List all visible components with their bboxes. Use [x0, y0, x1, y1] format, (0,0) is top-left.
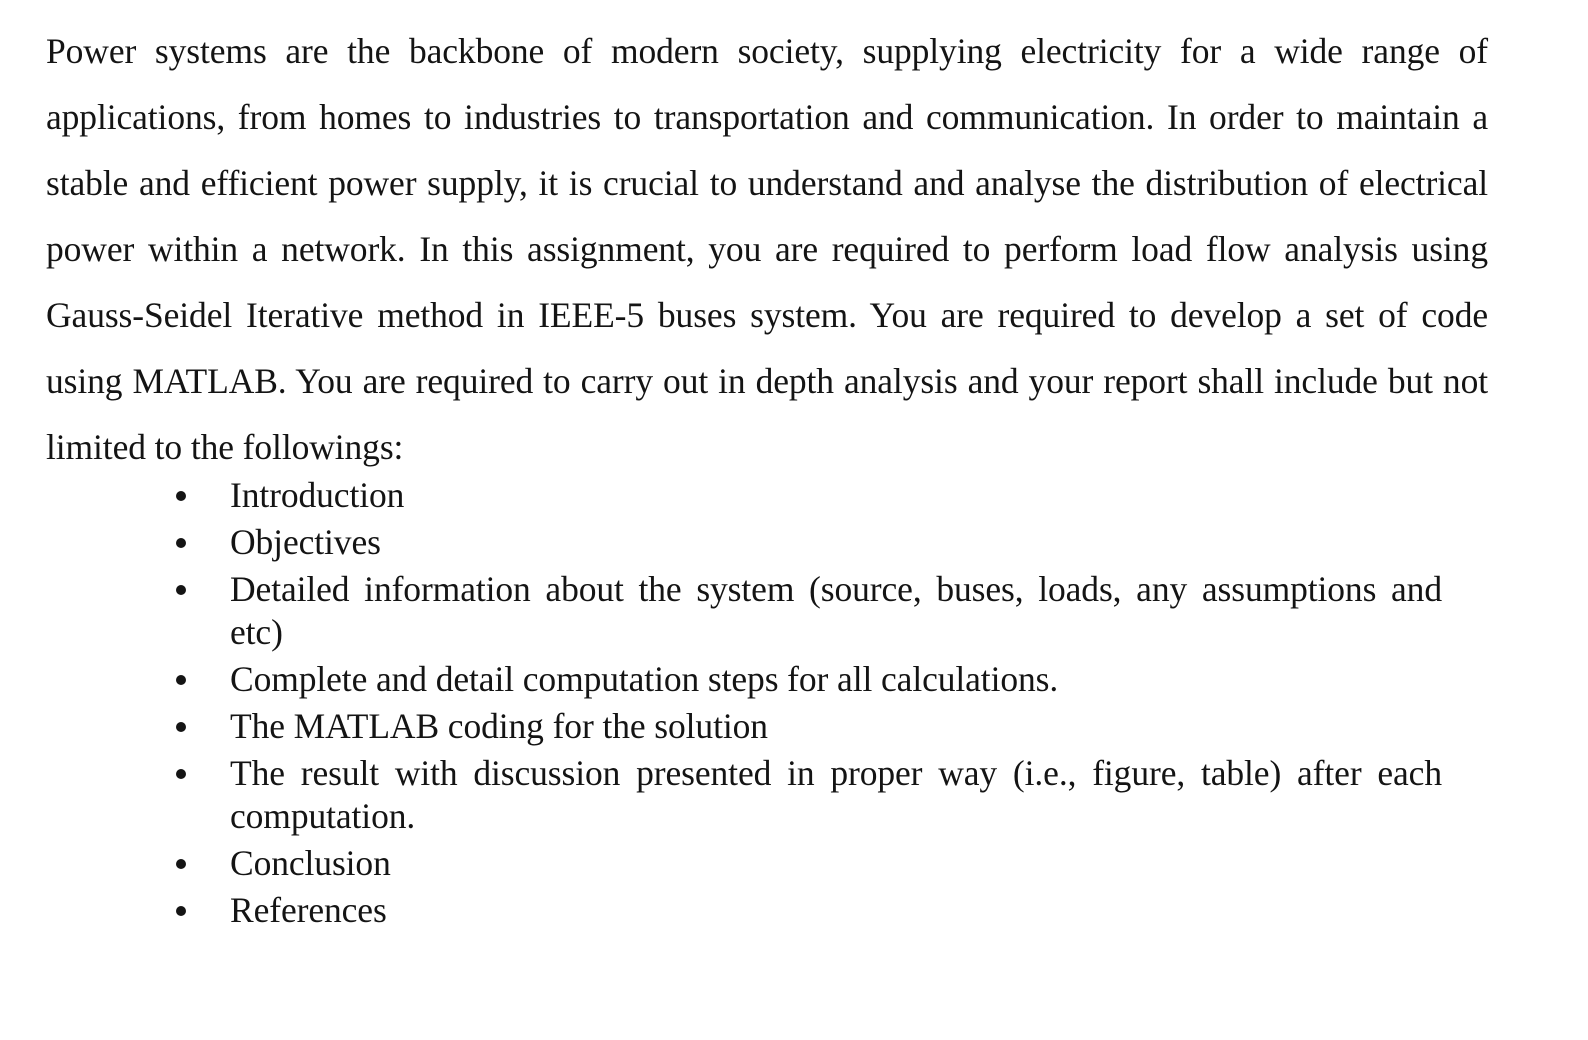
- list-item: [176, 705, 1442, 748]
- list-item-text: Objectives: [230, 522, 381, 562]
- bullet-icon: [176, 675, 186, 685]
- bullet-icon: [176, 491, 186, 501]
- list-item-text: The MATLAB coding for the solution: [230, 706, 768, 746]
- list-item-text: Introduction: [230, 475, 405, 515]
- bullet-icon: [176, 585, 186, 595]
- list-item: [176, 889, 1442, 932]
- bullet-icon: [176, 859, 186, 869]
- list-item: [176, 474, 1442, 517]
- list-item-text: Detailed information about the system (source, buses, loads, any assumptions and etc): [230, 569, 1442, 652]
- list-item-text: References: [230, 890, 387, 930]
- list-item-text: Complete and detail computation steps for all calculations.: [230, 659, 1059, 699]
- list-item: [176, 521, 1442, 564]
- report-requirements-list: [176, 474, 1442, 936]
- list-item: [176, 842, 1442, 885]
- bullet-icon: [176, 538, 186, 548]
- list-item: [176, 658, 1442, 701]
- bullet-icon: [176, 722, 186, 732]
- bullet-icon: [176, 906, 186, 916]
- list-item: [176, 568, 1442, 654]
- bullet-icon: [176, 769, 186, 779]
- list-item-text: The result with discussion presented in proper way (i.e., figure, table) after each computation.: [230, 753, 1442, 836]
- document-page: [46, 18, 1488, 480]
- list-item-text: Conclusion: [230, 843, 391, 883]
- list-item: [176, 752, 1442, 838]
- assignment-paragraph: Power systems are the backbone of modern society, supplying electricity for a wide range of applications, from homes to industries to transportation and communication. In order to maintain a stable and efficient power supply, it is crucial to understand and analyse the distribution of electrical power within a network. In this assignment, you are required to perform load flow analysis using Gauss-Seidel Iterative method in IEEE-5 buses system. You are required to develop a set of code using MATLAB. You are required to carry out in depth analysis and your report shall include but not limited to the followings:: [46, 31, 1488, 467]
